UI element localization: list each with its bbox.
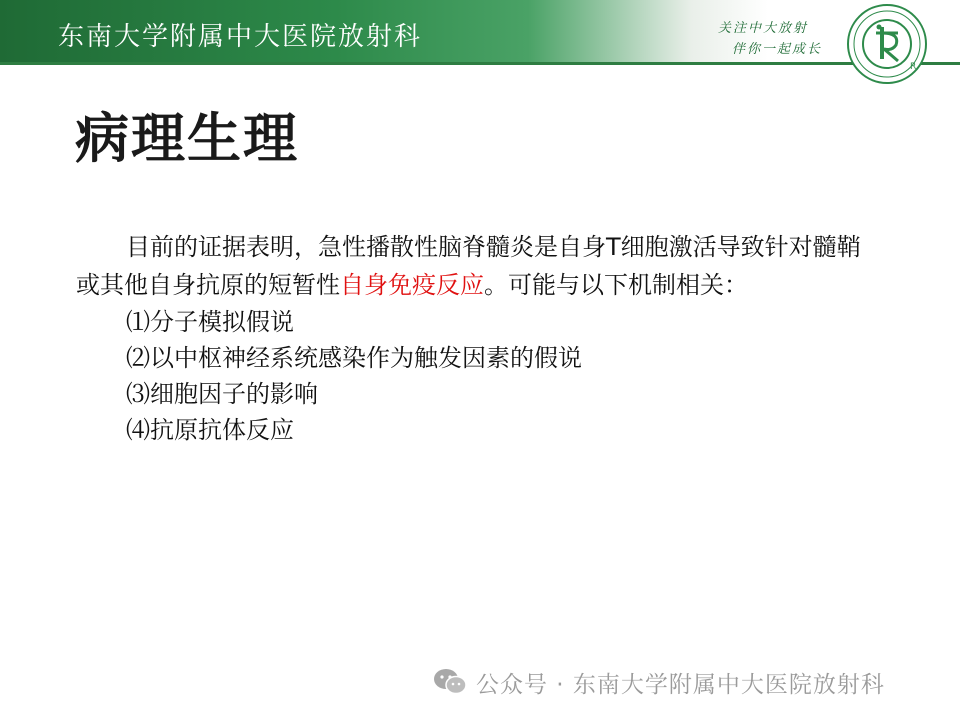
- slogan-line-2: 伴你一起成长: [732, 42, 823, 57]
- slogan-line-1: 关注中大放射: [718, 21, 809, 36]
- mechanism-list: [76, 304, 866, 448]
- list-item: ⑴分子模拟假说: [126, 308, 294, 336]
- highlighted-phrase: 自身免疫反应: [340, 271, 484, 299]
- header-title: 东南大学附属中大医院放射科: [58, 22, 423, 52]
- watermark: [432, 664, 885, 700]
- page-title: 病理生理: [75, 107, 299, 170]
- list-item: ⑷抗原抗体反应: [126, 416, 294, 444]
- intro-paragraph: [76, 228, 866, 304]
- logo-letter: R: [910, 62, 917, 72]
- paragraph-text-before: 目前的证据表明，急性播散性脑脊髓炎是自身T细胞激活导致针对髓鞘或其他自身抗原的短暂性: [76, 233, 861, 299]
- slide-body: [76, 228, 866, 448]
- wechat-icon: [432, 667, 468, 697]
- paragraph-text-after: 。可能与以下机制相关：: [484, 271, 748, 299]
- watermark-text: 公众号 · 东南大学附属中大医院放射科: [476, 671, 885, 698]
- header-divider: [0, 62, 960, 65]
- list-item: ⑵以中枢神经系统感染作为触发因素的假说: [126, 344, 582, 372]
- list-item: ⑶细胞因子的影响: [126, 380, 318, 408]
- radiology-logo-icon: [846, 3, 928, 85]
